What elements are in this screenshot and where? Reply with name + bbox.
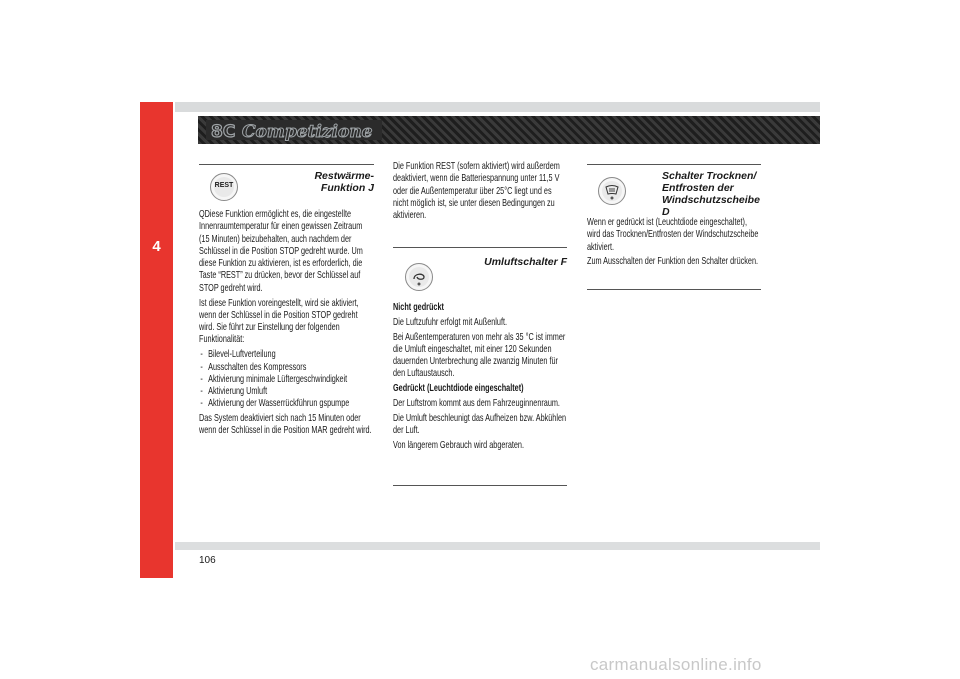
defrost-paragraph-1: Wenn er gedrückt ist (Leuchtdiode eingeschaltet), wird das Trocknen/Entfrosten der Windschutzscheibe aktiviert. — [587, 217, 759, 253]
list-item: - Aktivierung Umluft — [199, 386, 374, 398]
umluft-body — [393, 302, 568, 455]
recirculation-button-icon — [405, 263, 433, 291]
logo — [206, 117, 396, 143]
defrost-button-icon — [598, 177, 626, 205]
header-band — [175, 102, 820, 112]
umluft-subheading-pressed: Gedrückt (Leuchtdiode eingeschaltet) — [393, 383, 524, 395]
list-item: - Aktivierung minimale Lüftergeschwindigkeit — [199, 374, 374, 386]
umluft-heading-box — [470, 256, 567, 268]
recirculation-icon — [406, 264, 432, 290]
umluft-paragraph-1: Die Luftzufuhr erfolgt mit Außenluft. — [393, 316, 508, 328]
defrost-heading-line-1: Schalter Trocknen/ — [662, 170, 757, 182]
rest-continued-paragraph: Die Funktion REST (sofern aktiviert) wird außerdem deaktiviert, wenn die Batteriespannung unter 11,5 V oder die Außentemperatur über 25°C liegt und es nicht möglich ist, sie unter diesen Bedingungen zu aktivieren. — [393, 161, 560, 222]
rest-paragraph-2: Ist diese Funktion voreingestellt, wird sie aktiviert, wenn der Schlüssel in die Position STOP gedreht wird. Sie führt zur Einstellung der folgenden Funktionalität: — [199, 297, 359, 346]
umluft-subheading-not-pressed: Nicht gedrückt — [393, 302, 444, 313]
defrost-body — [587, 217, 762, 271]
umluft-paragraph-4: Die Umluft beschleunigt das Aufheizen bzw. Abkühlen der Luft. — [393, 412, 567, 437]
rule-umluft — [393, 247, 567, 248]
defrost-heading-line-3: Windschutzscheibe D — [662, 194, 760, 218]
footer-band — [175, 542, 820, 550]
rest-continued — [393, 161, 568, 225]
umluft-paragraph-2: Bei Außentemperaturen von mehr als 35 °C ist immer die Umluft eingeschaltet, mit einer 120 Sekunden dauernden Unterbrechung alle zwanzig Minuten für den Luftaustausch. — [393, 331, 566, 380]
defrost-heading-box — [662, 170, 761, 218]
chapter-number: 4 — [152, 238, 161, 255]
rule-defrost — [587, 164, 761, 165]
rest-function-list — [199, 349, 374, 410]
rule-defrost-end — [587, 289, 761, 290]
logo-name: Competizione — [242, 122, 373, 142]
umluft-heading: Umluftschalter F — [484, 256, 567, 268]
list-item: - Ausschalten des Kompressors — [199, 362, 374, 374]
list-item: - Aktivierung der Wasserrückführun gspumpe — [199, 398, 374, 410]
umluft-paragraph-5: Von längerem Gebrauch wird abgeraten. — [393, 439, 525, 451]
rest-heading: Restwärme-Funktion J — [314, 170, 374, 194]
chapter-tab — [140, 102, 173, 578]
rule-rest — [199, 164, 374, 165]
rest-icon-label: REST — [214, 182, 234, 189]
rest-heading-box — [280, 170, 374, 194]
page-number: 106 — [199, 555, 216, 566]
defrost-heading-line-2: Entfrosten der — [662, 182, 734, 194]
model-banner — [198, 116, 820, 144]
rule-umluft-end — [393, 485, 567, 486]
defrost-paragraph-2: Zum Ausschalten der Funktion den Schalter drücken. — [587, 256, 759, 268]
rest-paragraph-3: Das System deaktiviert sich nach 15 Minuten oder wenn der Schlüssel in die Position MAR gedreht wird. — [199, 412, 372, 437]
rest-body — [199, 209, 374, 440]
logo-prefix: 8C — [211, 122, 236, 142]
rest-paragraph-1: QDiese Funktion ermöglicht es, die eingestellte Innenraumtemperatur für einen gewissen Zeitraum (15 Minuten) beizubehalten, auch nachdem der Schlüssel in die Position STOP gedreht wurde. Um diese Funktion zu aktivieren, ist es erforderlich, die Taste “REST” zu drücken, bevor der Schlüssel auf STOP gedreht wird. — [199, 209, 363, 294]
list-item: - Bilevel-Luftverteilung — [199, 349, 374, 361]
umluft-paragraph-3: Der Luftstrom kommt aus dem Fahrzeuginnenraum. — [393, 398, 560, 410]
rest-button-icon — [210, 173, 238, 201]
windscreen-defrost-icon — [599, 178, 625, 204]
watermark: carmanualsonline.info — [590, 655, 762, 674]
